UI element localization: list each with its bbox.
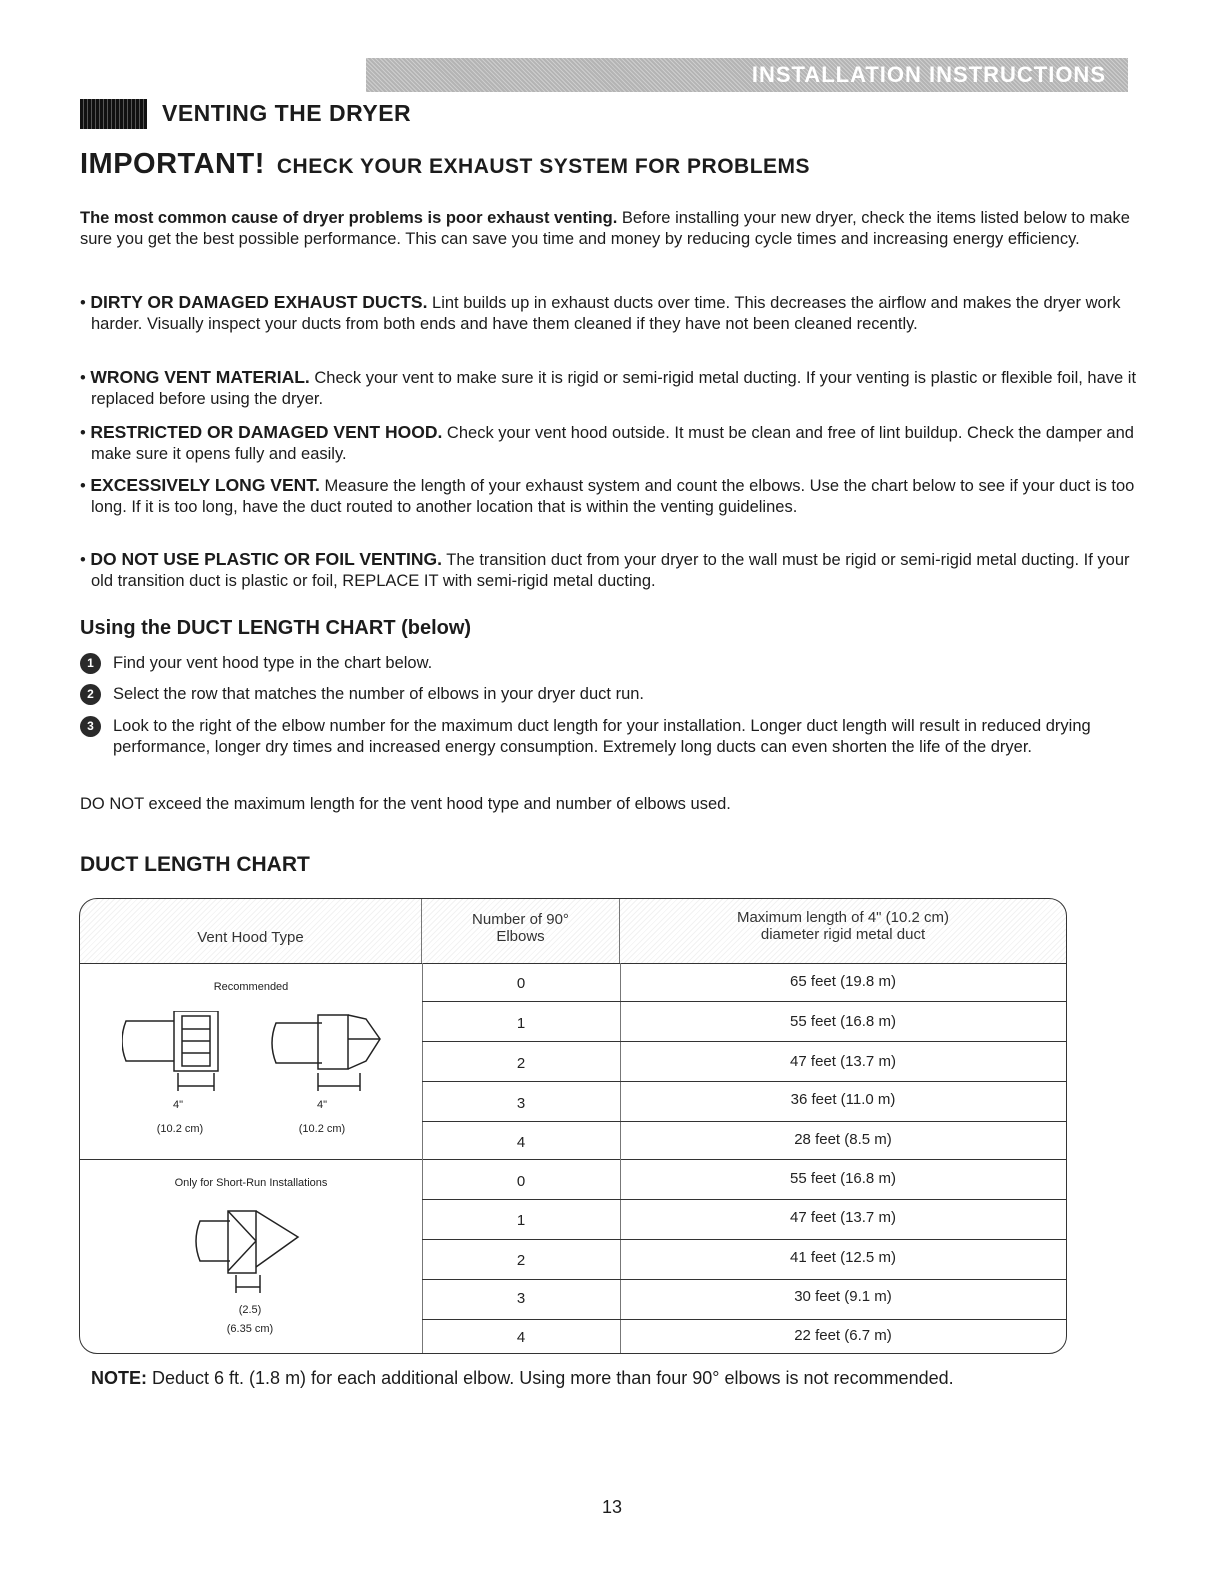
cell-elbows: 3 — [516, 1095, 526, 1112]
header-vent-hood — [80, 899, 422, 963]
header-max-line2: diameter rigid metal duct — [760, 926, 926, 943]
cell-length: 55 feet (16.8 m) — [790, 1170, 896, 1187]
bullet-item: • DIRTY OR DAMAGED EXHAUST DUCTS. Lint builds up in exhaust ducts over time. This decreases the airflow and makes the dryer work harder. Visually inspect your ducts from both ends and have them cleaned if they have not been cleaned recently. — [80, 292, 1121, 333]
header-max-line1: Maximum length of 4" (10.2 cm) — [736, 909, 950, 926]
step-text: Select the row that matches the number of elbows in your dryer duct run. — [113, 685, 645, 703]
flap-hood-icon — [196, 1211, 298, 1293]
bullet-item: • EXCESSIVELY LONG VENT. Measure the length of your exhaust system and count the elbows. Use the chart below to see if your duct is too long. If it is too long, have the duct routed to another location that is within the venting guidelines. — [80, 475, 1135, 516]
bullet-text: Check your vent hood outside. It must be clean and free of lint buildup. Check the damper and make sure it opens fully and easily. — [91, 424, 1134, 463]
cell-length: 22 feet (6.7 m) — [794, 1327, 892, 1344]
row-divider — [422, 1041, 1067, 1042]
cell-elbows: 2 — [516, 1252, 526, 1269]
note-text: Deduct 6 ft. (1.8 m) for each additional elbow. Using more than four 90° elbows is not recommended. — [147, 1368, 954, 1388]
cell-length: 36 feet (11.0 m) — [790, 1091, 896, 1108]
important-title: CHECK YOUR EXHAUST SYSTEM FOR PROBLEMS — [276, 155, 811, 178]
step-item — [80, 653, 1150, 674]
chart-title: DUCT LENGTH CHART — [80, 853, 310, 876]
step-number-icon: 2 — [80, 684, 101, 705]
cell-length: 28 feet (8.5 m) — [794, 1131, 892, 1148]
intro-text: Before installing your new dryer, check the items listed below to make sure you get the best possible performance. This can save you time and money by reducing cycle times and increasing energy efficiency. — [80, 209, 1130, 248]
header-max-length — [620, 899, 1066, 963]
header-elbows-line2: Elbows — [496, 928, 545, 945]
cell-elbows: 4 — [516, 1134, 526, 1151]
cell-elbows: 0 — [516, 975, 526, 992]
dim-label: 4" — [316, 1099, 328, 1111]
cell-elbows: 1 — [516, 1212, 526, 1229]
vent-hood-diagram-short — [190, 1209, 330, 1299]
row-divider — [422, 1279, 1067, 1280]
chart-note — [91, 1368, 954, 1389]
important-label: IMPORTANT! — [80, 148, 265, 180]
dim-cm-label: (10.2 cm) — [156, 1123, 204, 1135]
row-divider — [422, 1121, 1067, 1122]
step-item — [80, 684, 1150, 705]
dim-label: (2.5) — [238, 1304, 262, 1316]
cell-length: 41 feet (12.5 m) — [790, 1249, 896, 1266]
group-recommended-label: Recommended — [213, 981, 289, 993]
cell-elbows: 2 — [516, 1055, 526, 1072]
warning-text: DO NOT exceed the maximum length for the vent hood type and number of elbows used. — [80, 795, 731, 813]
section-title: VENTING THE DRYER — [162, 100, 412, 126]
intro-bold: The most common cause of dryer problems is poor exhaust venting. — [80, 209, 618, 227]
louvered-hood-icon — [122, 1011, 218, 1091]
cell-length: 47 feet (13.7 m) — [790, 1209, 896, 1226]
bullet-title: RESTRICTED OR DAMAGED VENT HOOD. — [90, 422, 443, 442]
section-banner — [366, 58, 1128, 92]
step-item — [80, 716, 1150, 758]
bullet-text: Measure the length of your exhaust system and count the elbows. Use the chart below to see if your duct is too long. If it is too long, have the duct routed to another location that is within the venting guidelines. — [91, 477, 1135, 516]
dim-cm-label: (10.2 cm) — [298, 1123, 346, 1135]
bullet-title: DIRTY OR DAMAGED EXHAUST DUCTS. — [90, 292, 428, 312]
bullet-item: • WRONG VENT MATERIAL. Check your vent to make sure it is rigid or semi-rigid metal ducting. If your venting is plastic or flexible foil, have it replaced before using the dryer. — [80, 367, 1137, 408]
section-marker — [80, 99, 147, 129]
banner-title: INSTALLATION INSTRUCTIONS — [751, 62, 1106, 87]
bullet-item: • DO NOT USE PLASTIC OR FOIL VENTING. The transition duct from your dryer to the wall must be rigid or semi-rigid metal ducting. If your old transition duct is plastic or foil, REPLACE IT with semi-rigid metal ducting. — [80, 549, 1130, 590]
cell-length: 47 feet (13.7 m) — [790, 1053, 896, 1070]
duct-length-table — [79, 898, 1067, 1354]
bullet-text: Check your vent to make sure it is rigid or semi-rigid metal ducting. If your venting is plastic or flexible foil, have it replaced before using the dryer. — [91, 369, 1137, 408]
cell-elbows: 4 — [516, 1329, 526, 1346]
bullet-item: • RESTRICTED OR DAMAGED VENT HOOD. Check your vent hood outside. It must be clean and free of lint buildup. Check the damper and make sure it opens fully and easily. — [80, 422, 1134, 463]
dim-cm-label: (6.35 cm) — [226, 1323, 274, 1335]
cell-elbows: 1 — [516, 1015, 526, 1032]
group-short-run-label: Only for Short-Run Installations — [174, 1177, 328, 1189]
header-elbows — [422, 899, 620, 963]
page-number: 13 — [601, 1497, 623, 1517]
step-number-icon: 3 — [80, 716, 101, 737]
cell-length: 30 feet (9.1 m) — [794, 1288, 892, 1305]
header-elbows-line1: Number of 90° — [472, 911, 569, 928]
box-hood-icon — [272, 1015, 380, 1091]
row-divider — [422, 1319, 1067, 1320]
bullet-title: DO NOT USE PLASTIC OR FOIL VENTING. — [90, 549, 443, 569]
group-divider — [80, 1159, 1067, 1160]
header-hood-label: Vent Hood Type — [197, 929, 304, 946]
row-divider — [422, 1001, 1067, 1002]
header-divider — [80, 963, 1067, 964]
cell-elbows: 0 — [516, 1173, 526, 1190]
using-chart-heading: Using the DUCT LENGTH CHART (below) — [80, 617, 472, 639]
bullet-text: The transition duct from your dryer to the wall must be rigid or semi-rigid metal ducting. If your old transition duct is plastic or foil, REPLACE IT with semi-rigid metal ducting. — [91, 551, 1130, 590]
bullet-title: EXCESSIVELY LONG VENT. — [90, 475, 320, 495]
cell-length: 55 feet (16.8 m) — [790, 1013, 896, 1030]
row-divider — [422, 1081, 1067, 1082]
cell-length: 65 feet (19.8 m) — [790, 973, 896, 990]
step-text: Look to the right of the elbow number for the maximum duct length for your installation. Longer duct length will result in reduced drying performance, longer dry times and increased energy consumption. Extremely long ducts can even shorten the life of the dryer. — [113, 717, 1091, 756]
row-divider — [422, 1239, 1067, 1240]
note-label: NOTE: — [91, 1368, 147, 1388]
dim-label: 4" — [172, 1099, 184, 1111]
bullet-title: WRONG VENT MATERIAL. — [90, 367, 310, 387]
bullet-text: Lint builds up in exhaust ducts over time. This decreases the airflow and makes the dryer work harder. Visually inspect your ducts from both ends and have them cleaned if they have not been cleaned recently. — [91, 294, 1121, 333]
step-text: Find your vent hood type in the chart below. — [113, 654, 433, 672]
important-heading — [80, 148, 810, 181]
row-divider — [422, 1199, 1067, 1200]
cell-elbows: 3 — [516, 1290, 526, 1307]
step-number-icon: 1 — [80, 653, 101, 674]
intro-paragraph — [80, 208, 1140, 250]
